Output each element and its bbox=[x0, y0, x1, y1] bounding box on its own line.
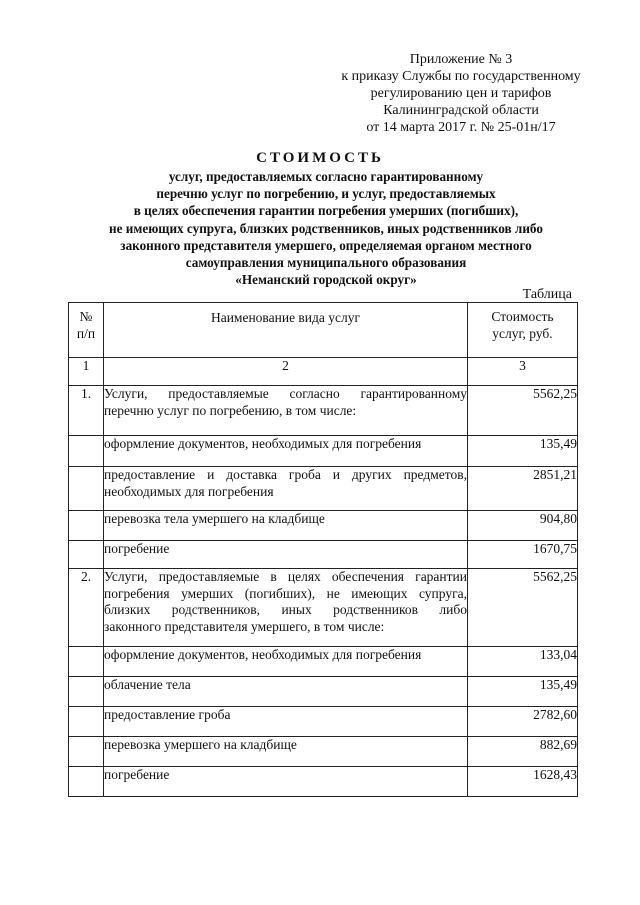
header-cost-line: услуг, руб. bbox=[492, 325, 553, 341]
service-cost: 135,49 bbox=[468, 677, 578, 707]
service-name-line: погребение bbox=[104, 541, 170, 556]
header-cost bbox=[468, 303, 578, 358]
column-index-row bbox=[69, 358, 578, 386]
row-number bbox=[69, 767, 104, 797]
service-name-line: законного представителя умершего, в том числе: bbox=[104, 618, 385, 634]
service-cost: 2782,60 bbox=[468, 707, 578, 737]
annex-line: Калининградской области bbox=[383, 103, 539, 118]
subtitle-line: в целях обеспечения гарантии погребения умерших (погибших), bbox=[133, 203, 519, 219]
service-name-line: оформление документов, необходимых для погребения bbox=[104, 647, 422, 662]
service-name-line: Услуги, предоставляемые в целях обеспечения гарантии bbox=[104, 569, 467, 584]
subtitle-line: перечню услуг по погребению, и услуг, предоставляемых bbox=[156, 186, 496, 202]
table-row bbox=[69, 677, 578, 707]
row-number bbox=[69, 436, 104, 467]
row-number: 2. bbox=[69, 569, 104, 647]
table-row bbox=[69, 707, 578, 737]
document-subtitle bbox=[70, 168, 582, 288]
annex-line: к приказу Службы по государственному bbox=[341, 69, 581, 84]
service-name bbox=[104, 511, 468, 541]
row-number bbox=[69, 511, 104, 541]
service-name bbox=[104, 541, 468, 569]
row-number: 1. bbox=[69, 386, 104, 436]
header-service-name: Наименование вида услуг bbox=[104, 303, 468, 358]
column-index: 3 bbox=[468, 358, 578, 386]
subtitle-line: услуг, предоставляемых согласно гарантированному bbox=[168, 169, 484, 184]
service-name bbox=[104, 767, 468, 797]
table-label: Таблица bbox=[522, 287, 572, 302]
column-index: 1 bbox=[69, 358, 104, 386]
service-name bbox=[104, 707, 468, 737]
service-name-line: перечню услуг по погребению, в том числе: bbox=[104, 402, 357, 418]
service-cost: 5562,25 bbox=[468, 569, 578, 647]
service-name-line: предоставление и доставка гроба и других предметов, bbox=[104, 467, 467, 482]
table-body bbox=[69, 386, 578, 797]
service-name-line: облачение тела bbox=[104, 677, 191, 692]
row-number bbox=[69, 467, 104, 511]
service-cost: 133,04 bbox=[468, 647, 578, 677]
service-name-line: предоставление гроба bbox=[104, 707, 231, 722]
row-number bbox=[69, 541, 104, 569]
table-row bbox=[69, 737, 578, 767]
annex-line: Приложение № 3 bbox=[409, 52, 513, 67]
service-name bbox=[104, 647, 468, 677]
service-name-line: близких родственников, иных родственников либо bbox=[104, 602, 467, 617]
service-name bbox=[104, 436, 468, 467]
document-title: СТОИМОСТЬ bbox=[256, 150, 384, 166]
service-cost: 904,80 bbox=[468, 511, 578, 541]
subtitle-line: «Неманский городской округ» bbox=[235, 272, 417, 288]
row-number bbox=[69, 707, 104, 737]
table-row bbox=[69, 511, 578, 541]
table-header-row bbox=[69, 303, 578, 358]
annex-line: от 14 марта 2017 г. № 25-01н/17 bbox=[366, 120, 556, 135]
annex-line: регулированию цен и тарифов bbox=[370, 86, 552, 101]
subtitle-line: не имеющих супруга, близких родственников, иных родственников либо bbox=[109, 220, 543, 236]
header-cost-line: Стоимость bbox=[491, 309, 554, 324]
table-row bbox=[69, 467, 578, 511]
header-number-line: п/п bbox=[76, 325, 96, 341]
table-row bbox=[69, 647, 578, 677]
service-cost: 1670,75 bbox=[468, 541, 578, 569]
service-cost: 5562,25 bbox=[468, 386, 578, 436]
header-number bbox=[69, 303, 104, 358]
service-name bbox=[104, 386, 468, 436]
service-cost: 2851,21 bbox=[468, 467, 578, 511]
service-name-line: оформление документов, необходимых для погребения bbox=[104, 436, 422, 451]
service-name-line: погребение bbox=[104, 767, 170, 782]
table-row bbox=[69, 436, 578, 467]
table-row bbox=[69, 569, 578, 647]
service-name-line: необходимых для погребения bbox=[104, 483, 274, 499]
services-cost-table bbox=[68, 302, 578, 797]
row-number bbox=[69, 677, 104, 707]
service-name bbox=[104, 677, 468, 707]
service-name-line: погребения умерших (погибших), не имеющих супруга, bbox=[104, 585, 467, 601]
annex-header bbox=[330, 51, 592, 136]
service-name bbox=[104, 467, 468, 511]
row-number bbox=[69, 647, 104, 677]
service-cost: 1628,43 bbox=[468, 767, 578, 797]
header-number-line: № bbox=[79, 309, 93, 324]
service-cost: 882,69 bbox=[468, 737, 578, 767]
service-name-line: перевозка умершего на кладбище bbox=[104, 737, 297, 752]
row-number bbox=[69, 737, 104, 767]
service-name-line: Услуги, предоставляемые согласно гарантированному bbox=[104, 386, 467, 401]
service-name bbox=[104, 569, 468, 647]
table-row bbox=[69, 767, 578, 797]
table-row bbox=[69, 386, 578, 436]
subtitle-line: самоуправления муниципального образования bbox=[185, 255, 467, 271]
table-row bbox=[69, 541, 578, 569]
subtitle-line: законного представителя умершего, определяемая органом местного bbox=[120, 237, 532, 253]
column-index: 2 bbox=[104, 358, 468, 386]
service-cost: 135,49 bbox=[468, 436, 578, 467]
service-name bbox=[104, 737, 468, 767]
service-name-line: перевозка тела умершего на кладбище bbox=[104, 511, 325, 526]
